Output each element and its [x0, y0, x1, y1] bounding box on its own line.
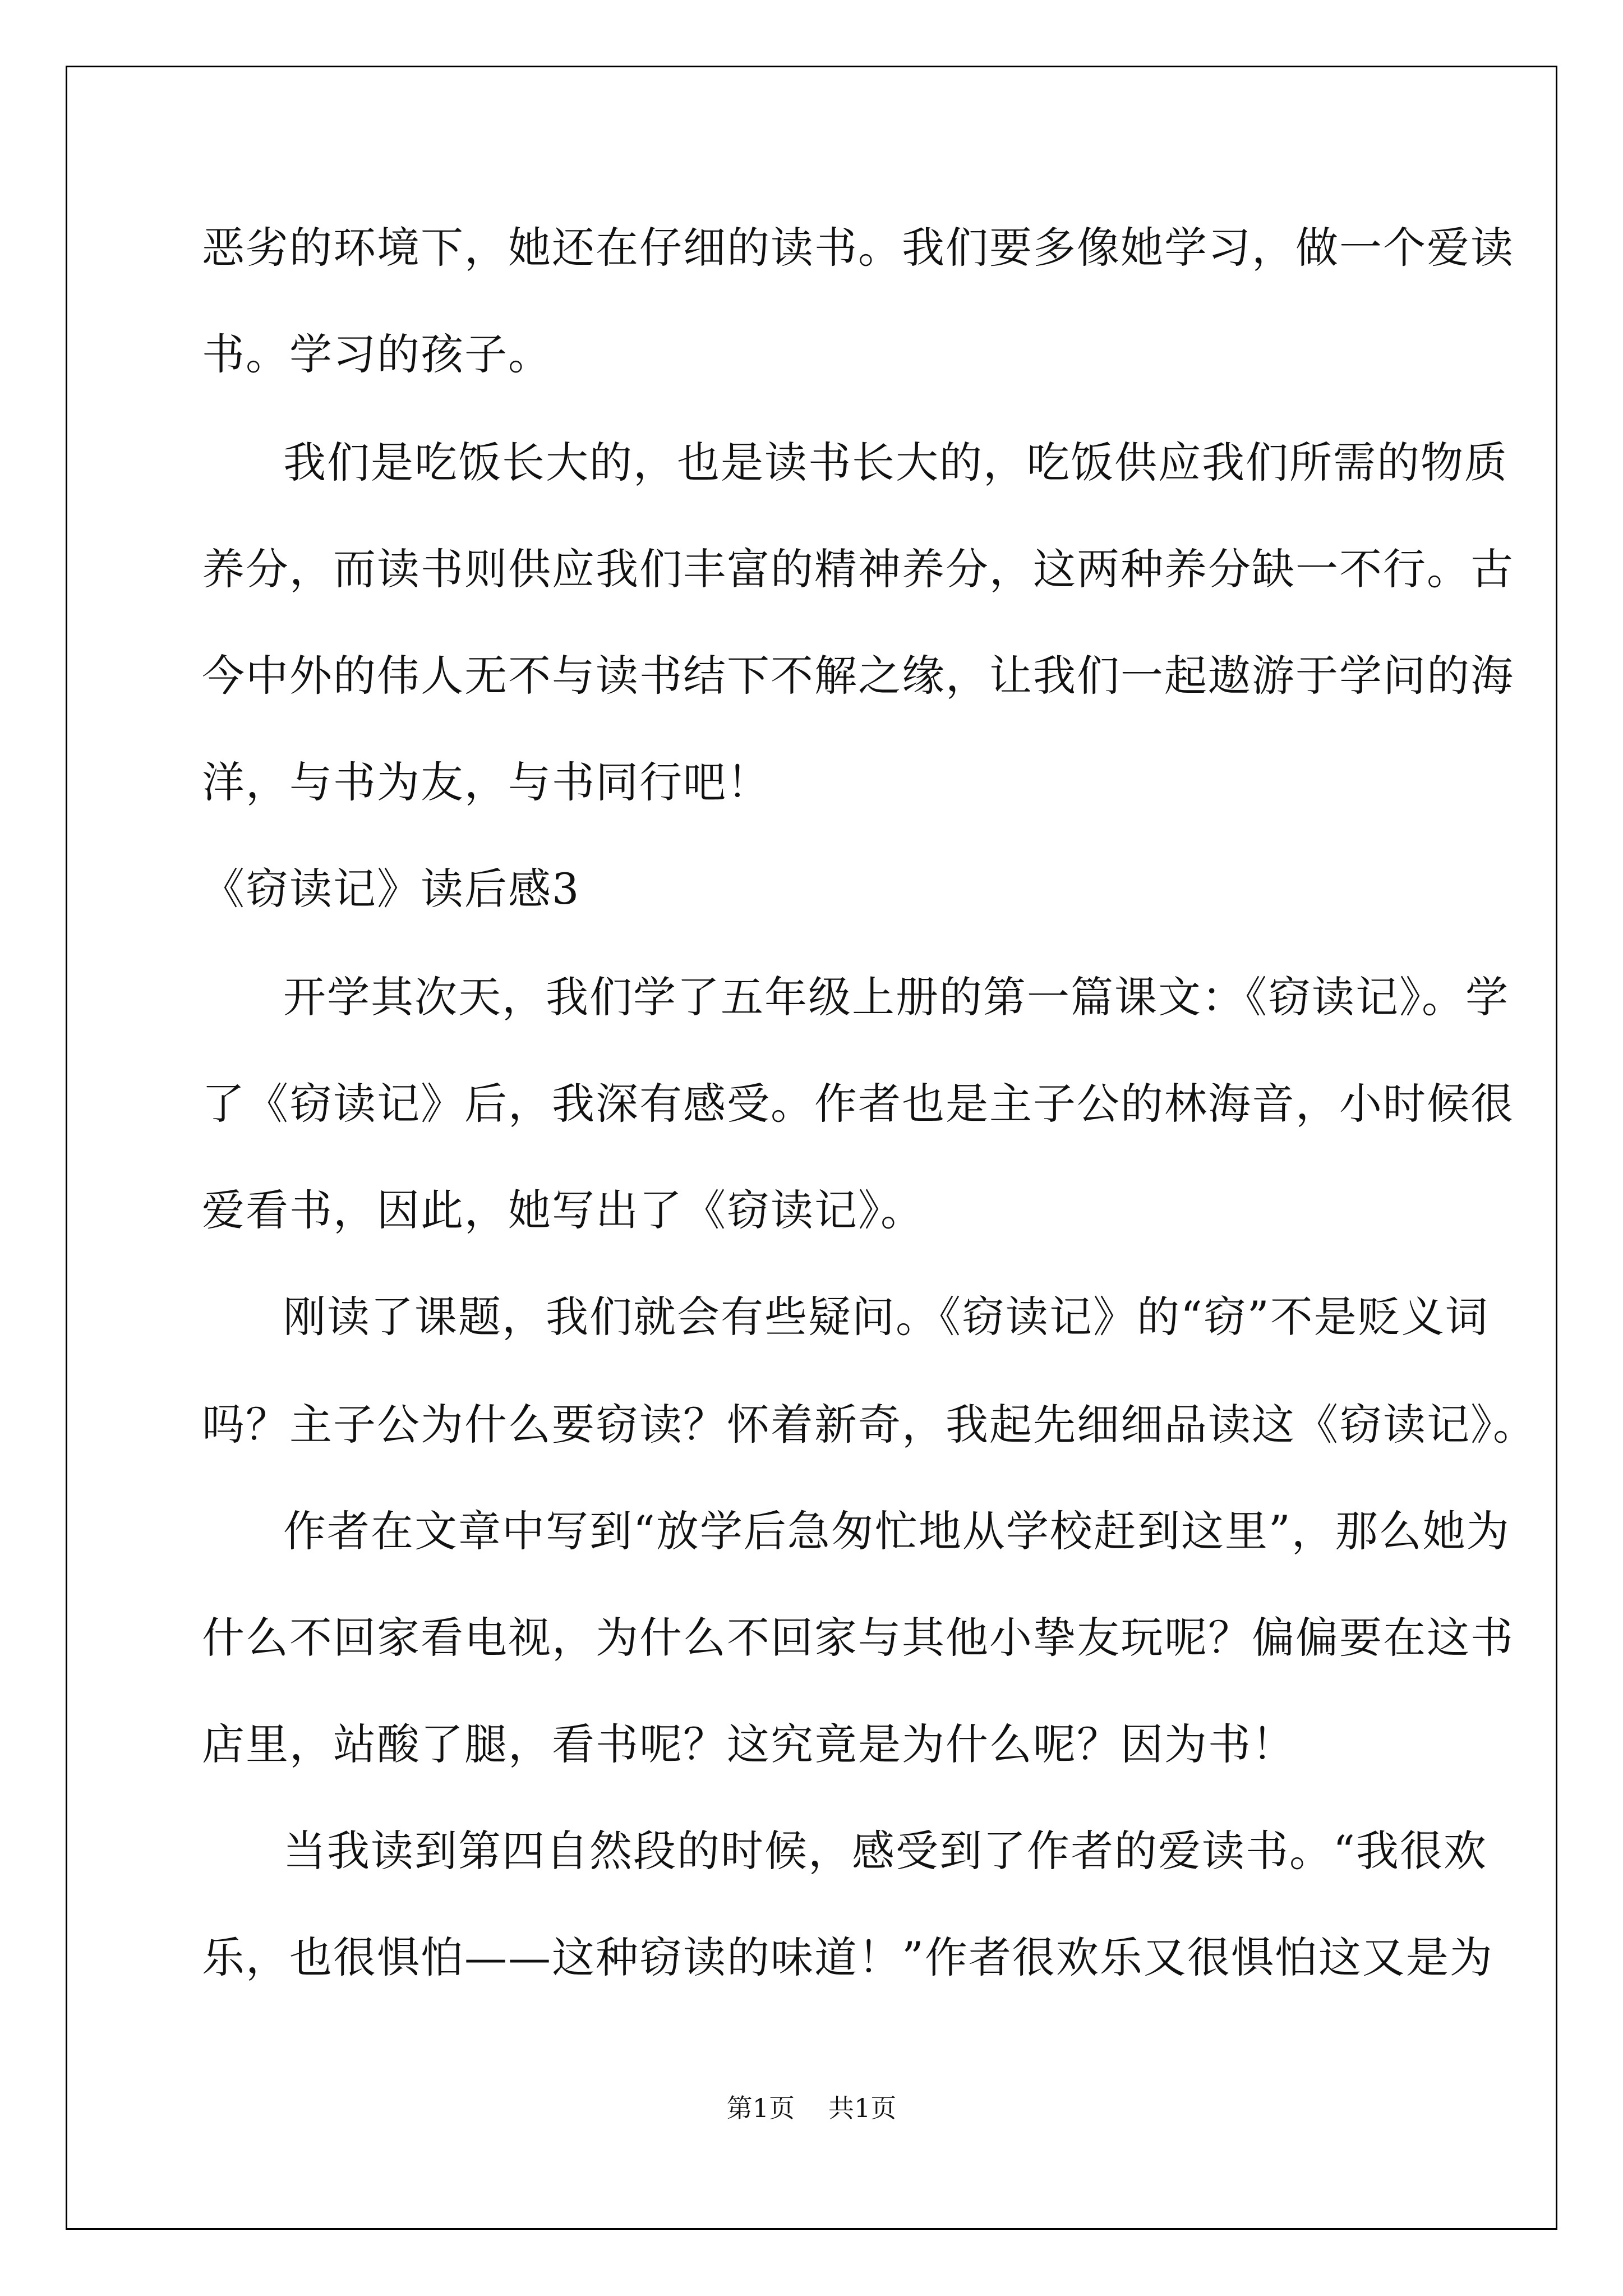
text-line: 吗？主子公为什么要窃读？怀着新奇，我起先细细品读这《窃读记》。 [202, 1400, 1537, 1450]
text-line: 恶劣的环境下，她还在仔细的读书。我们要多像她学习，做一个爱读 [202, 223, 1514, 273]
text-line: 洋，与书为友，与书同行吧！ [202, 757, 771, 807]
paragraph-start-line: 当我读到第四自然段的时候，感受到了作者的爱读书。“我很欢 [283, 1826, 1487, 1876]
page-border [66, 66, 1557, 2230]
text-line: 店里，站酸了腿，看书呢？这究竟是为什么呢？因为书！ [202, 1719, 1295, 1769]
text-line: 今中外的伟人无不与读书结下不解之缘，让我们一起遨游于学问的海 [202, 651, 1514, 701]
paragraph-start-line: 开学其次天，我们学了五年级上册的第一篇课文：《窃读记》。学 [283, 972, 1509, 1022]
section-heading: 《窃读记》读后感3 [202, 864, 580, 914]
text-line: 书。学习的孩子。 [202, 329, 552, 379]
paragraph-start-line: 作者在文章中写到“放学后急匆忙地从学校赶到这里”，那么她为 [283, 1506, 1510, 1556]
paragraph-start-line: 刚读了课题，我们就会有些疑问。《窃读记》的“窃”不是贬义词 [283, 1292, 1489, 1342]
text-line: 养分，而读书则供应我们丰富的精神养分，这两种养分缺一不行。古 [202, 544, 1514, 594]
text-line: 了《窃读记》后，我深有感受。作者也是主子公的林海音，小时候很 [202, 1079, 1514, 1129]
page-total: 共1页 [828, 2093, 897, 2123]
paragraph-start-line: 我们是吃饭长大的，也是读书长大的，吃饭供应我们所需的物质 [283, 438, 1508, 487]
text-line: 爱看书，因此，她写出了《窃读记》。 [202, 1185, 924, 1235]
page-footer [0, 2091, 1623, 2125]
text-line: 什么不回家看电视，为什么不回家与其他小挚友玩呢？偏偏要在这书 [202, 1613, 1514, 1663]
page-number: 第1页 [726, 2093, 795, 2123]
text-line: 乐，也很惧怕——这种窃读的味道！”作者很欢乐又很惧怕这又是为 [202, 1932, 1493, 1982]
